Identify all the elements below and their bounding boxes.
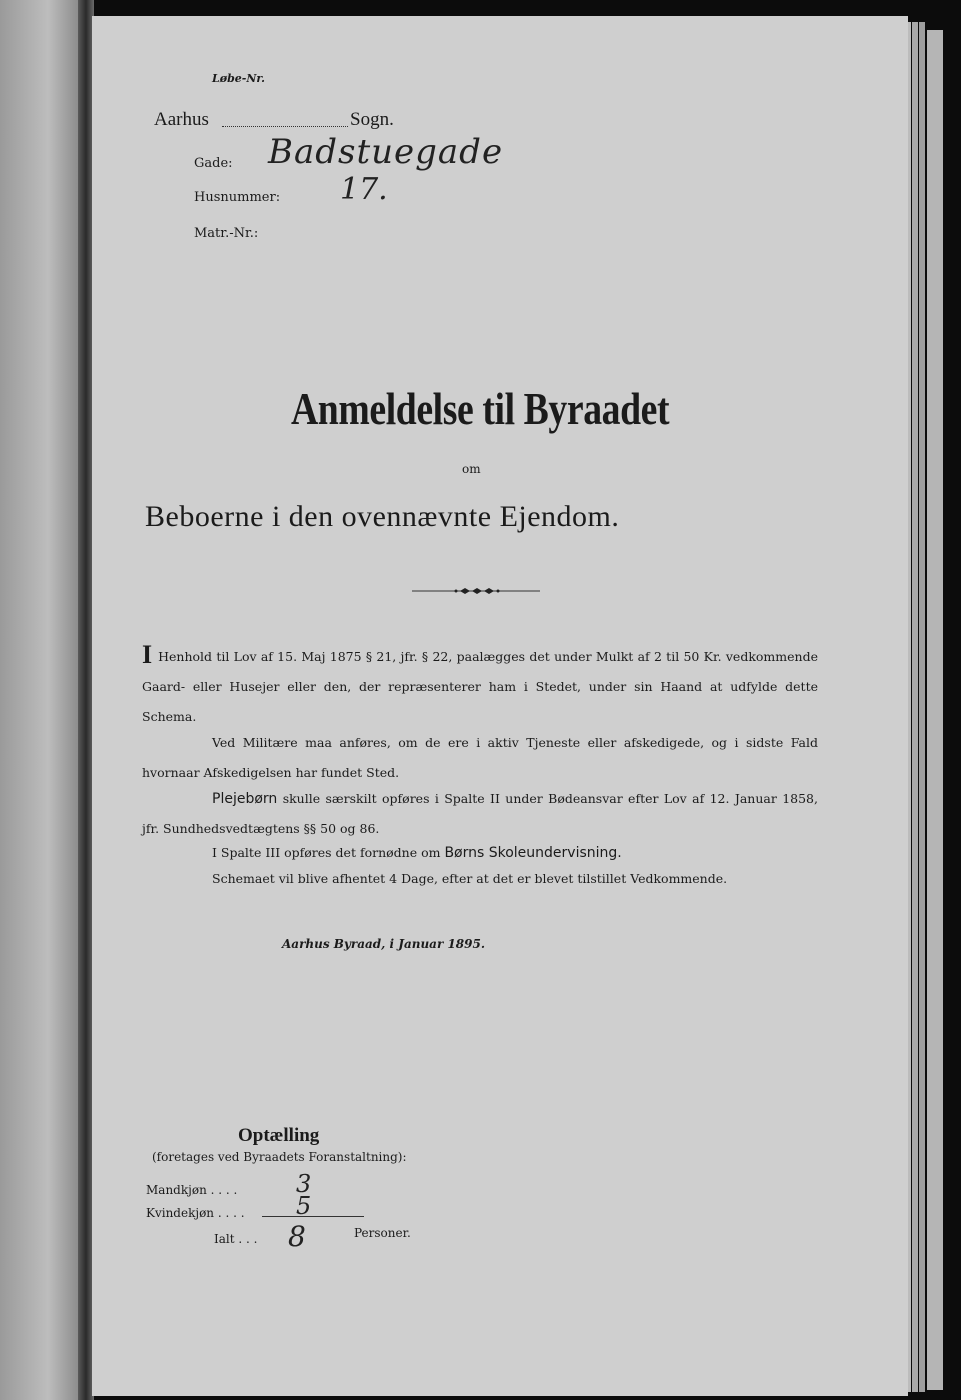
female-count-handwritten: 5 — [296, 1192, 312, 1220]
title-connector: om — [462, 462, 481, 476]
page-stack-edge — [919, 22, 925, 1392]
document-subtitle: Beboerne i den ovennævnte Ejendom. — [145, 500, 620, 533]
document-title: Anmeldelse til Byraadet — [290, 383, 670, 434]
paragraph-military: Ved Militære maa anføres, om de ere i aktiv Tjeneste eller afskedigede, og i sidste Fald hvornaar Afskedigelsen har fundet Sted. — [142, 735, 818, 780]
left-page-edge — [0, 0, 80, 1400]
persons-label: Personer. — [354, 1226, 411, 1240]
paragraph-fosterchildren — [142, 784, 818, 844]
paragraph-law — [142, 640, 818, 732]
count-title: Optælling — [238, 1125, 320, 1146]
paragraph-fosterchildren-text: skulle særskilt opføres i Spalte II under Bødeansvar efter Lov af 12. Januar 1858, jfr. Sundhedsvedtægtens §§ 50 og 86. — [142, 791, 818, 836]
parish-label: Sogn. — [350, 109, 394, 130]
street-handwritten: Badstuegade — [268, 132, 504, 172]
paragraph-law-text: Henhold til Lov af 15. Maj 1875 § 21, jfr. § 22, paalægges det under Mulkt af 2 til 50 Kr. vedkommende Gaard- eller Husejer eller den, der repræsenterer ham i Stedet, under sin Haand at udfylde dette Schema. — [142, 649, 818, 724]
page-stack-edge — [912, 22, 918, 1392]
paragraph-school-text: I Spalte III opføres det fornødne om — [212, 845, 441, 860]
paragraph-pickup: Schemaet vil blive afhentet 4 Dage, efter at det er blevet tilstillet Vedkommende. — [212, 871, 728, 886]
total-label: Ialt . . . — [214, 1232, 258, 1246]
initial-letter: I — [142, 640, 153, 669]
loebe-nr-label: Løbe-Nr. — [212, 72, 265, 85]
matr-nr-label: Matr.-Nr.: — [194, 226, 259, 241]
house-number-label: Husnummer: — [194, 190, 281, 205]
female-label: Kvindekjøn . . . . — [146, 1206, 245, 1220]
emph-plejeboern: Plejebørn — [212, 791, 278, 807]
city-label: Aarhus — [154, 109, 209, 130]
male-count-handwritten: 3 — [296, 1170, 312, 1198]
count-subtitle: (foretages ved Byraadets Foranstaltning): — [152, 1150, 407, 1164]
parish-dotted-line — [222, 126, 348, 127]
house-number-handwritten: 17. — [340, 172, 388, 207]
total-count-handwritten: 8 — [288, 1220, 306, 1253]
male-label: Mandkjøn . . . . — [146, 1183, 238, 1197]
sum-line — [262, 1216, 364, 1217]
street-label: Gade: — [194, 156, 233, 171]
emph-school: Børns Skoleundervisning. — [444, 845, 622, 861]
ornament-divider — [412, 588, 540, 594]
signature: Aarhus Byraad, i Januar 1895. — [282, 937, 486, 951]
page-stack-edge — [927, 30, 943, 1390]
